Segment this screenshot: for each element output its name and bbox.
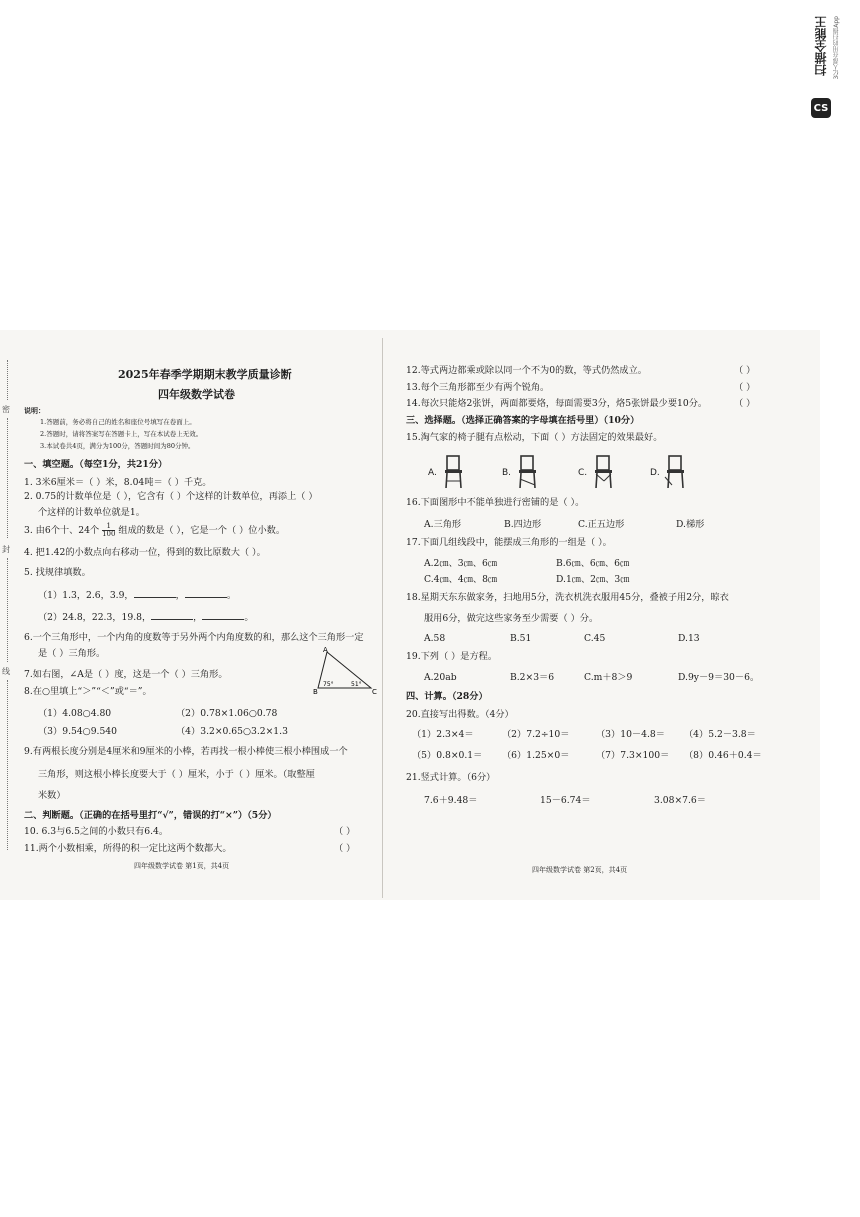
triangle-vertex-b: B <box>313 688 318 694</box>
question-12: 12.等式两边都乘或除以同一个不为0的数，等式仍然成立。 <box>406 365 647 376</box>
fraction <box>102 523 115 538</box>
question-6-cont: 是（ ）三角形。 <box>38 648 106 659</box>
option-label: B. <box>502 468 512 478</box>
question-3-post: 组成的数是（ ），它是一个（ ）位小数。 <box>118 525 286 536</box>
exam-subtitle: 四年级数学试卷 <box>158 388 235 401</box>
question-6: 6.一个三角形中，一个内角的度数等于另外两个内角度数的和，那么这个三角形一定 <box>24 632 364 643</box>
exam-title: 2025年春季学期期末教学质量诊断 <box>118 368 292 381</box>
fraction-numerator: 1 <box>102 523 115 531</box>
question-18: 18.星期天东东做家务，扫地用5分，洗衣机洗衣服用45分，叠被子用2分，晾衣 <box>406 592 729 603</box>
separator: ， <box>175 590 185 601</box>
question-11: 11.两个小数相乘，所得的积一定比这两个数都大。 <box>24 843 232 854</box>
q19-option[interactable]: D.9y－9＝30－6。 <box>678 672 760 683</box>
question-14: 14.每次只能烙2张饼，两面都要烙，每面需要3分，烙5张饼最少要10分。 <box>406 398 708 409</box>
q5-2-seq: （2）24.8，22.3，19.8， <box>38 612 152 623</box>
q20-item: （1）2.3×4＝ <box>412 729 474 740</box>
q20-item: （4）5.2－3.8＝ <box>684 729 756 740</box>
angle-b-label: 75° <box>323 681 334 688</box>
scanner-watermark <box>810 14 844 124</box>
fraction-denominator: 100 <box>102 530 116 538</box>
chair-c-icon <box>592 455 616 489</box>
binding-margin <box>2 360 14 850</box>
question-2: 2. 0.75的计数单位是（ ），它含有（ ）个这样的计数单位，再添上（ ） <box>24 491 318 502</box>
question-9-cont: 米数） <box>38 790 66 801</box>
watermark-brand: 扫描全能王 <box>814 16 828 76</box>
chair-b-icon <box>516 455 540 489</box>
question-5-1 <box>38 588 236 602</box>
q19-option[interactable]: C.m＋8＞9 <box>584 672 633 683</box>
separator: ， <box>193 612 203 623</box>
question-13: 13.每个三角形都至少有两个锐角。 <box>406 382 550 393</box>
q19-option[interactable]: A.20ab <box>424 672 457 683</box>
question-3 <box>24 523 285 538</box>
note-line: 1.答题前，务必将自己的姓名和座位号填写在卷面上。 <box>40 418 196 426</box>
question-18-cont: 服用6分，做完这些家务至少需要（ ）分。 <box>424 613 599 624</box>
question-2-cont: 个这样的计数单位就是1。 <box>38 507 145 518</box>
page-footer: 四年级数学试卷 第2页，共4页 <box>532 866 628 874</box>
triangle-vertex-a: A <box>323 646 328 654</box>
chair-options <box>424 455 704 491</box>
q16-option[interactable]: A.三角形 <box>424 519 462 530</box>
option-label: C. <box>578 468 588 478</box>
question-7: 7.如右图，∠A是（ ）度，这是一个（ ）三角形。 <box>24 669 228 680</box>
triangle-figure <box>313 644 379 694</box>
question-9: 9.有两根长度分别是4厘米和9厘米的小棒，若再找一根小棒使三根小棒围成一个 <box>24 746 348 757</box>
question-20: 20.直接写出得数。（4分） <box>406 709 514 720</box>
q19-option[interactable]: B.2×3＝6 <box>510 672 555 683</box>
binding-mark-line: 线 <box>2 667 10 676</box>
q17-option[interactable]: B.6㎝、6㎝、6㎝ <box>556 558 630 569</box>
answer-paren[interactable]: （ ） <box>734 365 756 376</box>
question-4: 4. 把1.42的小数点向右移动一位，得到的数比原数大（ ）。 <box>24 547 266 558</box>
binding-mark-seal: 密 <box>2 405 10 414</box>
period: 。 <box>226 590 236 601</box>
q16-option[interactable]: C.正五边形 <box>578 519 625 530</box>
question-8: 8.在○里填上“＞”“＜”或“＝”。 <box>24 686 152 697</box>
chair-d-icon <box>664 455 688 489</box>
question-19: 19.下列（ ）是方程。 <box>406 651 498 662</box>
question-3-pre: 3. 由6个十、24个 <box>24 525 100 536</box>
watermark-logo-icon: CS <box>811 98 831 118</box>
section-choice: 三、选择题。（选择正确答案的字母填在括号里）（10分） <box>406 415 640 426</box>
q20-item: （8）0.46＋0.4＝ <box>684 750 762 761</box>
triangle-vertex-c: C <box>372 688 377 694</box>
q21-item: 15－6.74＝ <box>540 795 591 806</box>
question-21: 21.竖式计算。（6分） <box>406 772 496 783</box>
answer-paren[interactable]: （ ） <box>734 382 756 393</box>
q20-item: （6）1.25×0＝ <box>502 750 570 761</box>
q8-item: （1）4.08○4.80 <box>38 708 112 719</box>
binding-mark-envelope: 封 <box>2 545 10 554</box>
question-1: 1. 3米6厘米＝（ ）米，8.04吨＝（ ）千克。 <box>24 477 212 488</box>
option-label: A. <box>428 468 437 478</box>
question-15: 15.淘气家的椅子腿有点松动，下面（ ）方法固定的效果最好。 <box>406 432 663 443</box>
page-footer: 四年级数学试卷 第1页，共4页 <box>134 862 230 870</box>
watermark-tagline: 3亿人都在用的扫描App <box>833 16 840 80</box>
question-5-2 <box>38 610 254 624</box>
page-fold-line <box>382 338 383 898</box>
q16-option[interactable]: D.梯形 <box>676 519 705 530</box>
q20-item: （5）0.8×0.1＝ <box>412 750 483 761</box>
q8-item: （2）0.78×1.06○0.78 <box>176 708 278 719</box>
section-true-false: 二、判断题。（正确的在括号里打“√”，错误的打“×”）（5分） <box>24 810 277 821</box>
q20-item: （3）10－4.8＝ <box>596 729 665 740</box>
chair-a-icon <box>442 455 466 489</box>
answer-blank[interactable] <box>185 588 227 598</box>
q18-option[interactable]: D.13 <box>678 633 700 644</box>
q5-1-seq: （1）1.3，2.6，3.9， <box>38 590 134 601</box>
q18-option[interactable]: B.51 <box>510 633 532 644</box>
notes-title: 说明： <box>24 406 45 415</box>
binding-dots <box>7 418 8 538</box>
binding-dots <box>7 558 8 662</box>
q17-option[interactable]: C.4㎝、4㎝、8㎝ <box>424 574 498 585</box>
q21-item: 7.6＋9.48＝ <box>424 795 478 806</box>
question-17: 17.下面几组线段中，能摆成三角形的一组是（ ）。 <box>406 537 612 548</box>
q18-option[interactable]: C.45 <box>584 633 606 644</box>
q18-option[interactable]: A.58 <box>424 633 446 644</box>
angle-c-label: 51° <box>351 681 362 688</box>
answer-paren[interactable]: （ ） <box>334 826 356 837</box>
note-line: 2.答题时，请将答案写在答题卡上，写在本试卷上无效。 <box>40 430 203 438</box>
section-calculation: 四、计算。（28分） <box>406 691 488 702</box>
section-fill-in: 一、填空题。（每空1分，共21分） <box>24 459 168 470</box>
binding-dots <box>7 680 8 850</box>
question-9-cont: 三角形，则这根小棒长度要大于（ ）厘米，小于（ ）厘米。（取整厘 <box>38 769 315 780</box>
q8-item: （3）9.54○9.540 <box>38 726 117 737</box>
q17-option[interactable]: A.2㎝、3㎝、6㎝ <box>424 558 498 569</box>
q21-item: 3.08×7.6＝ <box>654 795 706 806</box>
q20-item: （7）7.3×100＝ <box>596 750 670 761</box>
binding-dots <box>7 360 8 400</box>
answer-paren[interactable]: （ ） <box>734 398 756 409</box>
answer-blank[interactable] <box>202 610 244 620</box>
question-16: 16.下面图形中不能单独进行密铺的是（ ）。 <box>406 497 585 508</box>
q16-option[interactable]: B.四边形 <box>504 519 542 530</box>
q17-option[interactable]: D.1㎝、2㎝、3㎝ <box>556 574 630 585</box>
q20-item: （2）7.2÷10＝ <box>502 729 570 740</box>
option-label: D. <box>650 468 660 478</box>
period: 。 <box>244 612 254 623</box>
question-10: 10. 6.3与6.5之间的小数只有6.4。 <box>24 826 169 837</box>
answer-paren[interactable]: （ ） <box>334 843 356 854</box>
note-line: 3.本试卷共4页，满分为100分，答题时间为80分钟。 <box>40 442 195 450</box>
answer-blank[interactable] <box>134 588 176 598</box>
q8-item: （4）3.2×0.65○3.2×1.3 <box>176 726 288 737</box>
answer-blank[interactable] <box>151 610 193 620</box>
question-5: 5. 找规律填数。 <box>24 567 91 578</box>
